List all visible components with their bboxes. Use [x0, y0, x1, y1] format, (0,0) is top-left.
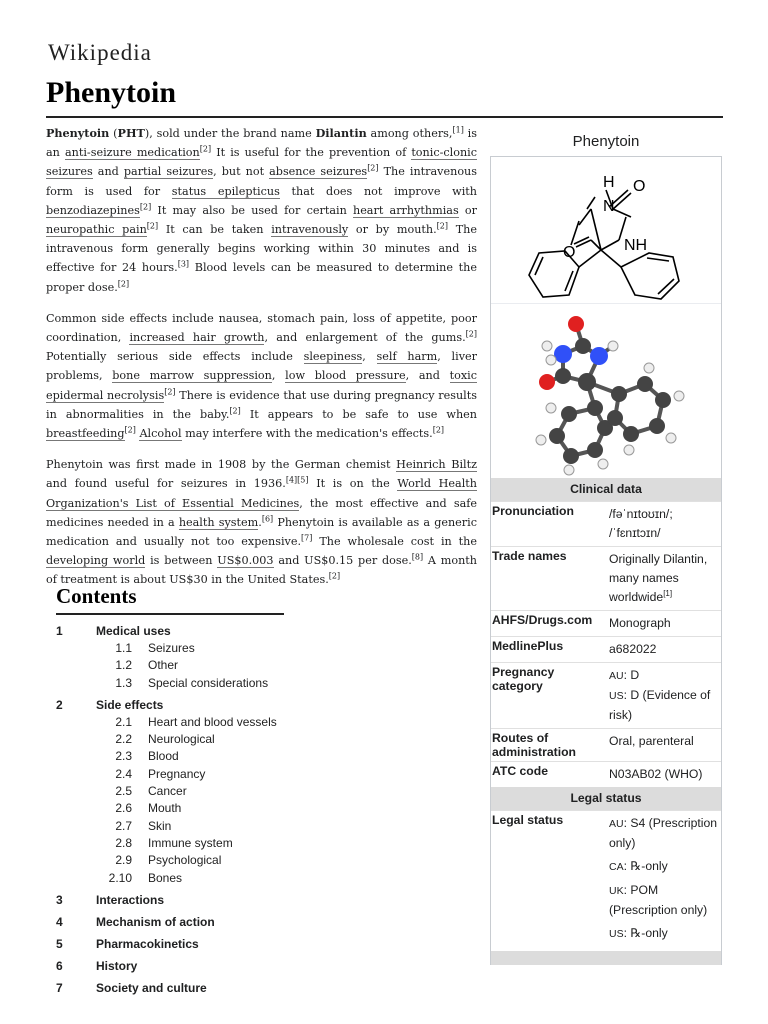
body-text: It is on the — [308, 477, 398, 491]
body-text: It may also be used for certain — [151, 203, 353, 217]
trade-names-row — [491, 546, 721, 610]
bold-term: Dilantin — [315, 126, 367, 140]
wikipedia-logo[interactable]: Wikipedia — [48, 40, 152, 65]
article-link[interactable]: breastfeeding — [46, 427, 125, 441]
legal-country-code: CA — [609, 861, 624, 873]
legal-status-values — [607, 811, 721, 951]
toc-label: History — [96, 958, 138, 973]
ahfs-row — [491, 610, 721, 636]
toc-number: 3 — [56, 892, 63, 907]
body-text: and US$0.15 per dose. — [273, 554, 412, 568]
body-text: may interfere with the medication's effects. — [181, 427, 433, 441]
toc-subitem[interactable] — [56, 818, 476, 835]
toc-subnumber: 1.2 — [115, 658, 132, 673]
clinical-data-header: Clinical data — [491, 478, 721, 501]
toc-subnumber: 1.1 — [115, 641, 132, 655]
infobox — [490, 130, 722, 965]
toc-label: Interactions — [96, 892, 165, 907]
toc-number: 7 — [56, 980, 63, 995]
structure-label-h: H — [603, 174, 615, 191]
citation-ref[interactable]: [1] — [452, 125, 464, 135]
body-text: Phenytoin was first made in 1908 by the German chemist — [46, 458, 397, 472]
citation-ref[interactable]: [2] — [146, 221, 159, 231]
toc-subnumber: 2.5 — [115, 784, 132, 799]
routes-value: Oral, parenteral — [609, 734, 694, 748]
body-text: It appears to be safe to use when — [240, 407, 477, 421]
citation-ref[interactable]: [4][5] — [285, 475, 309, 485]
body-text: , liver problems, — [46, 350, 477, 383]
toc-number: 5 — [56, 936, 63, 951]
toc-subitem[interactable] — [56, 783, 476, 800]
structure-label-o-left: O — [563, 244, 576, 261]
article-link[interactable]: benzodiazepines — [46, 203, 140, 217]
body-text: The intravenous form generally begins working within 30 minutes and is effective for 24 hours. — [46, 223, 477, 275]
citation-ref[interactable]: [2] — [139, 202, 152, 212]
body-text: , and — [405, 369, 450, 383]
toc-item[interactable] — [56, 958, 476, 975]
trade-names-value: Originally Dilantin, many names worldwide — [609, 552, 708, 604]
legal-country-code: UK — [609, 885, 624, 897]
body-text: , but not — [213, 165, 270, 179]
toc-subitem[interactable] — [56, 766, 476, 783]
toc-rule — [56, 613, 284, 615]
body-text: The intravenous form is used for — [46, 165, 478, 198]
page-title: Phenytoin — [46, 76, 177, 109]
pregnancy-au-code: AU — [609, 670, 624, 682]
body-text: and found useful for seizures in 1936. — [46, 477, 286, 491]
toc-subitem[interactable] — [56, 800, 476, 817]
legal-status-header: Legal status — [491, 787, 721, 810]
toc-sublabel: Heart and blood vessels — [148, 714, 277, 729]
citation-ref[interactable]: [2] — [117, 278, 130, 288]
body-text: , and enlargement of the gums. — [264, 331, 466, 345]
toc-label: Side effects — [96, 697, 164, 712]
article-link[interactable]: neuropathic pain — [46, 223, 147, 237]
toc-subnumber: 1.3 — [115, 675, 132, 690]
body-text: , the most effective and safe medicines needed in a — [46, 496, 477, 529]
article-link[interactable]: absence seizures — [269, 165, 368, 179]
toc-number: 1 — [56, 624, 63, 638]
structure-label-nh: NH — [624, 237, 648, 254]
intro-paragraph-3 — [46, 455, 477, 589]
citation-ref[interactable]: [2] — [436, 221, 448, 231]
legal-country-code: AU — [609, 818, 624, 830]
citation-ref[interactable]: [2] — [199, 144, 212, 154]
toc-subnumber: 2.9 — [115, 853, 132, 868]
atc-code-label: ATC code — [492, 764, 548, 778]
citation-ref[interactable]: [2] — [164, 386, 176, 396]
pronunciation-ipa-1[interactable]: /fəˈnɪtoʊɪn/; — [609, 507, 673, 521]
article-body — [46, 124, 477, 602]
structure-label-n: N — [603, 198, 615, 215]
body-text: ), sold under the brand name — [144, 127, 316, 140]
medlineplus-value[interactable]: a682022 — [609, 642, 657, 656]
toc-item[interactable] — [56, 623, 476, 640]
bold-term: PHT — [117, 126, 145, 140]
citation-ref[interactable]: [7] — [301, 533, 313, 543]
toc-item[interactable] — [56, 892, 476, 909]
routes-row — [491, 728, 721, 761]
pregnancy-au-value: : D — [623, 668, 640, 682]
pregnancy-us-value: : D (Evidence of risk) — [609, 688, 711, 722]
legal-status-value: : ℞-only — [623, 859, 668, 873]
ball-and-stick-model-image[interactable] — [491, 304, 721, 478]
toc-sublabel: Pregnancy — [148, 766, 206, 781]
article-link[interactable]: bone marrow suppression — [112, 369, 272, 383]
body-text: or by mouth. — [348, 223, 437, 237]
routes-label: Routes of administration — [492, 731, 576, 759]
pronunciation-row — [491, 501, 721, 546]
toc-label: Society and culture — [96, 980, 207, 995]
body-text: There is evidence that use during pregnancy results in abnormalities in the baby. — [46, 388, 477, 421]
trade-names-label: Trade names — [492, 549, 567, 563]
article-link[interactable]: US$0.003 — [217, 554, 274, 568]
toc-label: Medical uses — [96, 624, 171, 638]
toc-subnumber: 2.7 — [115, 818, 132, 833]
toc-subnumber: 2.6 — [115, 801, 132, 816]
citation-ref[interactable]: [6] — [261, 514, 274, 524]
article-link[interactable]: increased hair growth — [129, 331, 265, 345]
title-rule — [46, 116, 723, 118]
legal-status-value: : ℞-only — [623, 926, 668, 940]
toc-subitem[interactable] — [56, 731, 476, 748]
article-link[interactable]: self harm — [376, 350, 438, 364]
pronunciation-label: Pronunciation — [492, 504, 574, 518]
toc-subnumber: 2.1 — [115, 714, 132, 729]
citation-ref[interactable]: [8] — [411, 552, 424, 562]
bold-term: Phenytoin — [46, 126, 110, 140]
toc-subitem[interactable] — [56, 852, 476, 869]
toc-sublabel: Special considerations — [148, 675, 269, 690]
legal-country-code: US — [609, 928, 624, 940]
pronunciation-ipa-2[interactable]: /ˈfɛnɪtɔɪn/ — [609, 526, 661, 540]
toc-label: Pharmacokinetics — [96, 936, 199, 951]
body-text: Phenytoin is available as a generic medication and usually not too expensive. — [46, 515, 477, 549]
article-link[interactable]: anti-seizure medication — [64, 146, 200, 160]
toc-subitem[interactable] — [56, 835, 476, 852]
citation-ref[interactable]: [2] — [367, 163, 379, 173]
body-text: or — [458, 203, 478, 217]
article-link[interactable]: tonic-clonic seizures — [46, 146, 478, 179]
toc-sublabel: Cancer — [148, 784, 187, 799]
toc-sublabel: Seizures — [148, 641, 195, 655]
toc-sublabel: Blood — [148, 749, 179, 764]
structure-label-o-top: O — [633, 178, 646, 195]
body-text: A month of treatment is about US$30 in the United States. — [46, 554, 477, 587]
toc-item[interactable] — [56, 697, 476, 714]
ahfs-value[interactable]: Monograph — [609, 616, 671, 630]
body-text: that does not improve with — [279, 184, 477, 198]
toc-subnumber: 2.4 — [115, 766, 132, 781]
citation-ref[interactable]: [2] — [465, 329, 478, 339]
toc-number: 4 — [56, 914, 63, 929]
toc-item[interactable] — [56, 914, 476, 931]
article-link[interactable]: sleepiness — [303, 350, 363, 364]
toc-subitem[interactable] — [56, 748, 476, 765]
infobox-title: Phenytoin — [572, 133, 640, 150]
toc-subnumber: 2.2 — [115, 732, 132, 747]
toc-number: 6 — [56, 958, 63, 973]
toc-subitem[interactable] — [56, 640, 476, 657]
infobox-frame — [490, 156, 722, 965]
body-text: among others, — [366, 127, 453, 140]
body-text: , — [271, 369, 286, 383]
body-text: Potentially serious side effects include — [46, 350, 304, 364]
body-text: , — [362, 350, 377, 364]
pregnancy-category-label: Pregnancy category — [492, 665, 555, 693]
legal-status-entry — [609, 857, 719, 877]
toc-number: 2 — [56, 697, 63, 712]
body-text: is an — [46, 127, 477, 160]
legal-status-value: : S4 (Prescription only) — [609, 816, 718, 850]
citation-ref[interactable]: [2] — [229, 406, 241, 416]
toc-list — [56, 623, 476, 1002]
medlineplus-row — [491, 636, 721, 662]
article-link[interactable]: partial seizures — [123, 165, 214, 179]
ahfs-label: AHFS/Drugs.com — [492, 613, 593, 627]
toc-sublabel: Immune system — [148, 835, 233, 850]
legal-status-row — [491, 810, 721, 951]
skeletal-formula-image[interactable] — [491, 157, 721, 304]
toc-subnumber: 2.8 — [115, 835, 132, 850]
body-text: Blood levels can be measured to determine the proper dose. — [46, 261, 477, 294]
toc-subitem[interactable] — [56, 675, 476, 692]
article-link[interactable]: World Health Organization's List of Essential Medicines — [46, 477, 477, 510]
table-of-contents — [56, 584, 476, 1002]
intro-paragraph-1 — [46, 124, 477, 297]
toc-subitem[interactable] — [56, 714, 476, 731]
atc-code-row — [491, 761, 721, 787]
toc-sublabel: Bones — [148, 870, 183, 885]
toc-subnumber: 2.3 — [115, 749, 132, 764]
article-link[interactable]: developing world — [46, 554, 146, 568]
body-text: and — [92, 165, 124, 179]
toc-sublabel: Neurological — [148, 732, 215, 747]
toc-item[interactable] — [56, 980, 476, 997]
body-text: It can be taken — [158, 223, 272, 237]
structure-svg — [491, 157, 721, 303]
atc-code-value[interactable]: N03AB02 (WHO) — [609, 767, 703, 781]
intro-paragraph-2 — [46, 309, 477, 443]
article-link[interactable]: low blood pressure — [285, 369, 406, 383]
citation-ref[interactable]: [3] — [177, 259, 190, 269]
toc-sublabel: Other — [148, 658, 179, 673]
body-text: . — [258, 515, 262, 529]
toc-sublabel: Mouth — [148, 801, 182, 816]
body-text: The wholesale cost in the — [312, 535, 477, 549]
body-text: It is useful for the prevention of — [211, 146, 412, 160]
legal-status-entry — [609, 924, 719, 944]
pregnancy-us-code: US — [609, 690, 624, 702]
trade-names-ref[interactable]: [1] — [663, 588, 673, 598]
toc-subitem[interactable] — [56, 657, 476, 674]
article-link[interactable]: heart arrhythmias — [352, 203, 459, 217]
article-link[interactable]: status epilepticus — [171, 184, 280, 198]
toc-sublabel: Psychological — [148, 853, 222, 868]
medlineplus-label: MedlinePlus — [492, 639, 564, 653]
next-section-header — [491, 951, 721, 965]
citation-ref[interactable]: [2] — [432, 425, 445, 435]
legal-status-value: : POM (Prescription only) — [609, 883, 708, 917]
article-link[interactable]: intravenously — [271, 223, 349, 237]
article-link[interactable]: Heinrich Biltz — [396, 458, 477, 472]
citation-ref[interactable]: [2] — [328, 571, 341, 581]
model-svg — [491, 304, 721, 478]
body-text: ( — [109, 127, 118, 140]
citation-ref[interactable]: [2] — [124, 425, 136, 435]
toc-item[interactable] — [56, 936, 476, 953]
toc-title: Contents — [56, 584, 137, 608]
legal-status-entry — [609, 881, 719, 920]
body-text: Common side effects include nausea, stomach pain, loss of appetite, poor coordination, — [46, 311, 477, 345]
legal-status-entry — [609, 814, 719, 853]
article-link[interactable]: health system — [178, 515, 259, 529]
pregnancy-category-row — [491, 662, 721, 728]
toc-sublabel: Skin — [148, 818, 172, 833]
toc-subitem[interactable] — [56, 870, 476, 887]
article-link[interactable]: toxic epidermal necrolysis — [46, 369, 477, 402]
toc-subnumber: 2.10 — [108, 870, 132, 885]
legal-status-label: Legal status — [492, 813, 564, 827]
toc-label: Mechanism of action — [96, 914, 215, 929]
body-text: is between — [145, 554, 218, 568]
article-link[interactable]: Alcohol — [139, 427, 182, 441]
